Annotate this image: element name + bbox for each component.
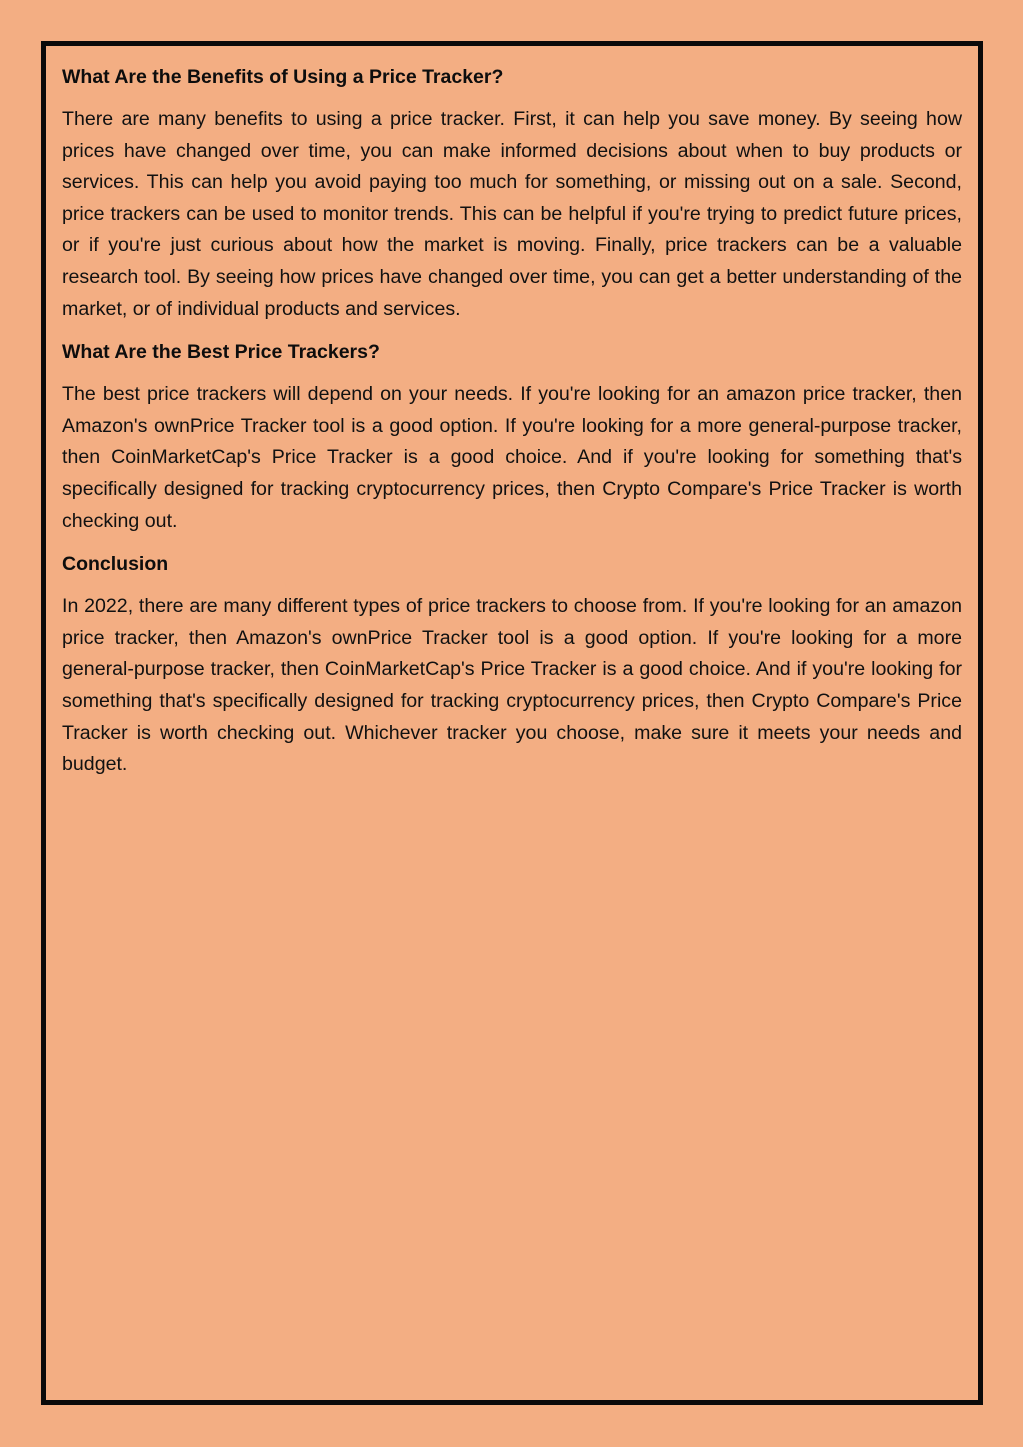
document-content <box>62 64 962 795</box>
section-heading-conclusion: Conclusion <box>62 553 169 576</box>
section-heading-benefits: What Are the Benefits of Using a Price Tracker? <box>62 66 504 88</box>
section-body-conclusion: In 2022, there are many different types of price trackers to choose from. If you're looking for an amazon price tracker, then Amazon's ownPrice Tracker tool is a good option. If you're looking for a more general-purpose tracker, then CoinMarketCap's Price Tracker is a good choice. And if you're looking for something that's specifically designed for tracking cryptocurrency prices, then Crypto Compare's Price Tracker is worth checking out. Whichever tracker you choose, make sure it meets your needs and budget. <box>62 595 962 776</box>
section-body-best-trackers: The best price trackers will depend on your needs. If you're looking for an amazon price tracker, then Amazon's ownPrice Tracker tool is a good option. If you're looking for a more general-purpose tracker, then CoinMarketCap's Price Tracker is a good choice. And if you're looking for something that's specifically designed for tracking cryptocurrency prices, then Crypto Compare's Price Tracker is worth checking out. <box>62 383 962 532</box>
section-body-benefits: There are many benefits to using a price tracker. First, it can help you save money. By seeing how prices have changed over time, you can make informed decisions about when to buy products or services. This can help you avoid paying too much for something, or missing out on a sale. Second, price trackers can be used to monitor trends. This can be helpful if you're trying to predict future prices, or if you're just curious about how the market is moving. Finally, price trackers can be a valuable research tool. By seeing how prices have changed over time, you can get a better understanding of the market, or of individual products and services. <box>62 108 962 320</box>
page-frame <box>41 41 983 1405</box>
section-heading-best-trackers: What Are the Best Price Trackers? <box>62 341 380 364</box>
